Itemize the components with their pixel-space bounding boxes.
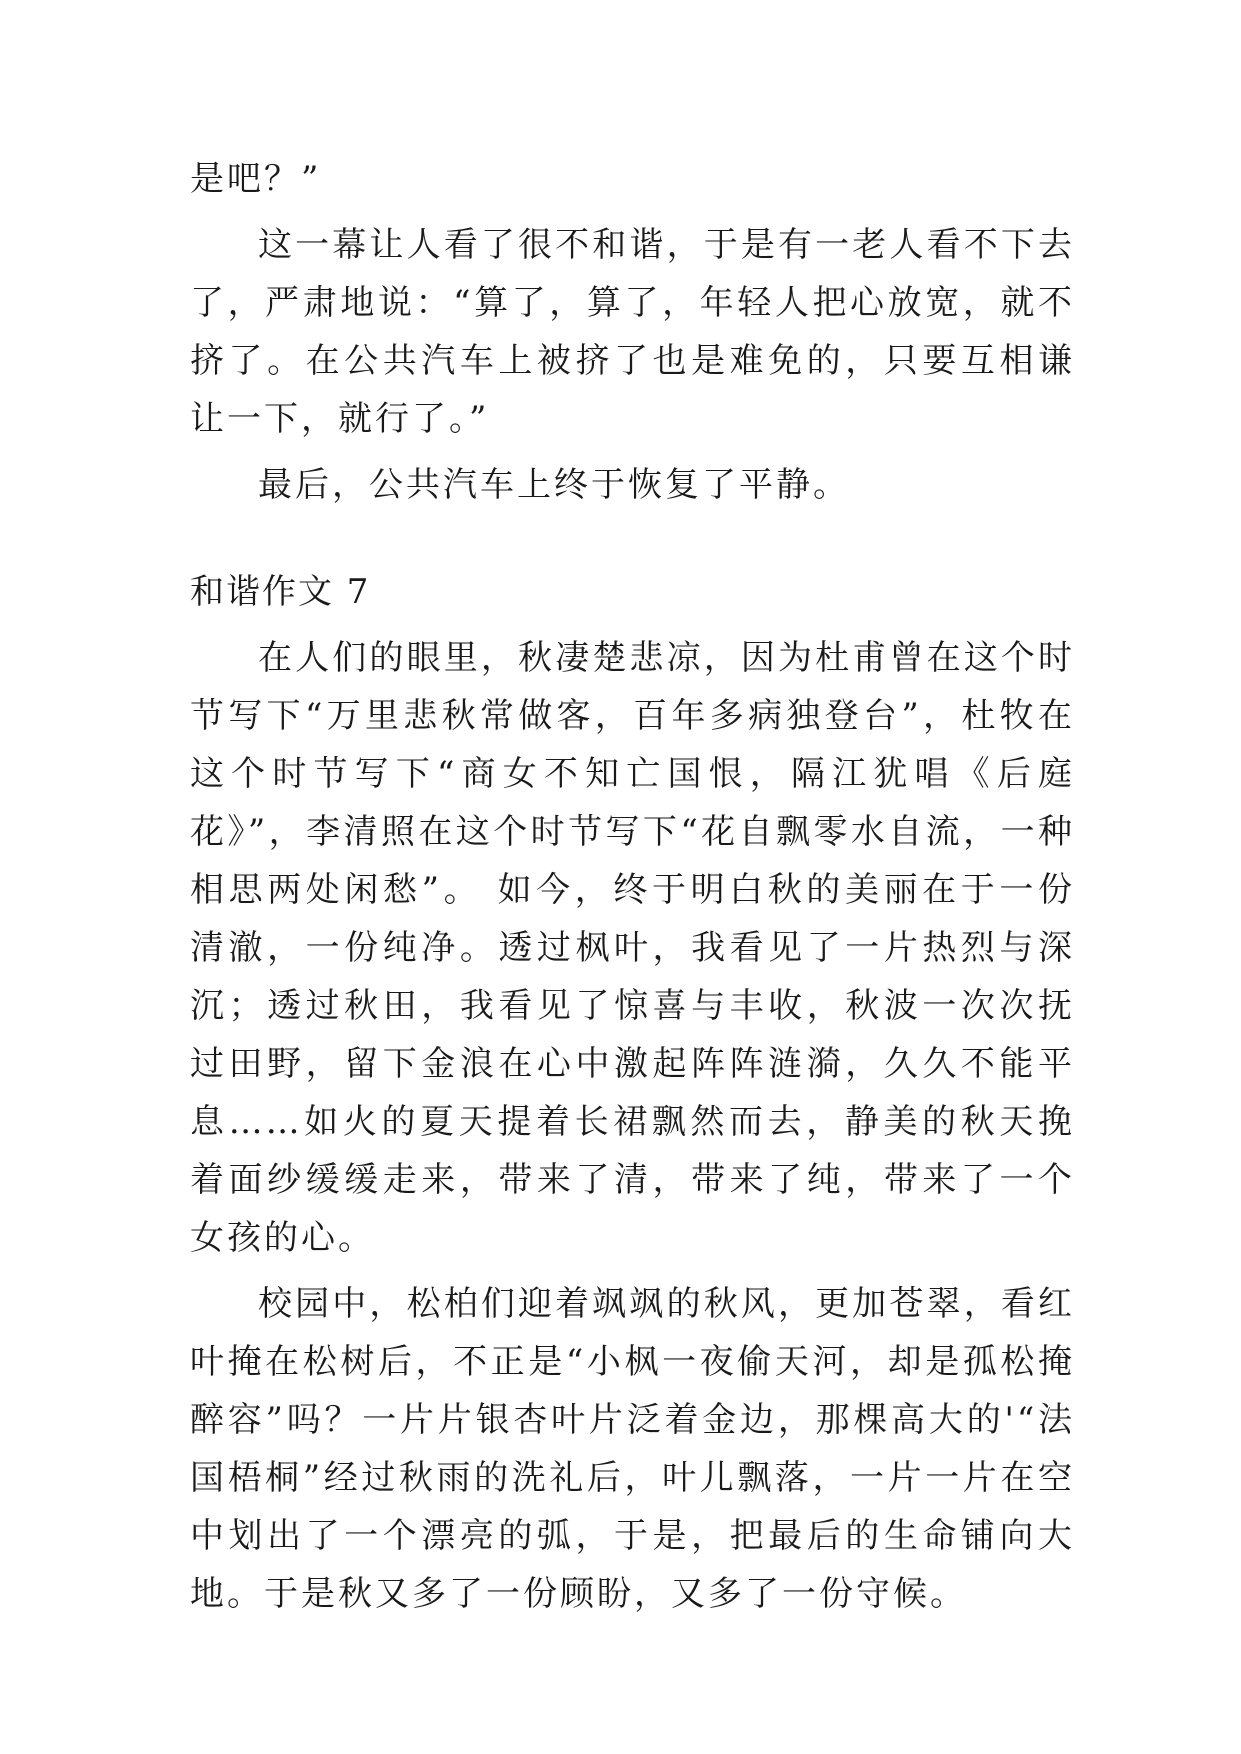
paragraph-bus-elder: 这一幕让人看了很不和谐，于是有一老人看不下去了，严肃地说：“算了，算了，年轻人把心放宽，就不挤了。在公共汽车上被挤了也是难免的，只要互相谦让一下，就行了。” (190, 225, 1075, 439)
paragraph-bus-calm: 最后，公共汽车上终于恢复了平静。 (258, 465, 850, 505)
section-title: 和谐作文 7 (190, 572, 371, 612)
document-body-section (190, 563, 1075, 1623)
paragraph-autumn-poems: 在人们的眼里，秋凄楚悲凉，因为杜甫曾在这个时节写下“万里悲秋常做客，百年多病独登台”，杜牧在这个时节写下“商女不知亡国恨，隔江犹唱《后庭花》”，李清照在这个时节写下“花自飘零水自流，一种相思两处闲愁”。 如今，终于明白秋的美丽在于一份清澈，一份纯净。透过枫叶，我看见了一片热烈与深沉；透过秋田，我看见了惊喜与丰收，秋波一次次抚过田野，留下金浪在心中激起阵阵涟漪，久久不能平息……如火的夏天提着长裙飘然而去，静美的秋天挽着面纱缓缓走来，带来了清，带来了纯，带来了一个女孩的心。 (190, 638, 1075, 1258)
continuation-line: 是吧？” (190, 159, 322, 199)
document-body-top (190, 150, 1075, 514)
paragraph-campus-autumn: 校园中，松柏们迎着飒飒的秋风，更加苍翠，看红叶掩在松树后，不正是“小枫一夜偷天河，却是孤松掩醉容”吗？一片片银杏叶片泛着金边，那棵高大的'“法国梧桐”经过秋雨的洗礼后，叶儿飘落，一片一片在空中划出了一个漂亮的弧，于是，把最后的生命铺向大地。于是秋又多了一份顾盼，又多了一份守候。 (190, 1284, 1075, 1614)
